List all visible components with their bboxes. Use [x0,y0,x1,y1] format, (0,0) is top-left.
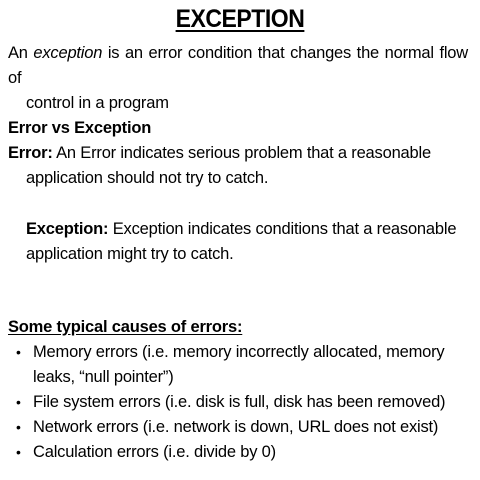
causes-list [8,340,473,465]
exception-line-1 [26,220,456,238]
list-item [8,340,473,390]
bullet-icon: • [16,419,21,435]
cause-text: File system errors (i.e. disk is full, disk has been removed) [33,393,446,411]
error-paragraph [8,141,473,191]
bullet-icon: • [16,444,21,460]
slide-title: EXCEPTION [175,5,305,33]
definition-line1-rest: is an error condition that changes the normal flow of [8,44,468,87]
comparison-heading: Error vs Exception [8,119,152,137]
causes-title: Some typical causes of errors: [8,318,243,336]
exception-paragraph [26,217,471,267]
error-line-1 [8,144,431,162]
error-label: Error: [8,144,53,162]
exception-definition [8,41,468,116]
exception-line-2: application might try to catch. [26,245,234,263]
list-item [8,415,473,440]
list-item [8,390,473,415]
exception-line1-rest: Exception indicates conditions that a reasonable [108,220,457,238]
error-line1-rest: An Error indicates serious problem that a reasonable [52,144,431,162]
list-item [8,440,473,465]
definition-line-1 [8,41,468,91]
definition-line-2: control in a program [26,94,169,112]
cause-text: Calculation errors (i.e. divide by 0) [33,443,276,461]
error-line-2: application should not try to catch. [26,169,269,187]
cause-text: Network errors (i.e. network is down, URL does not exist) [33,418,439,436]
exception-label: Exception: [26,220,109,238]
cause-text: Memory errors (i.e. memory incorrectly allocated, memory leaks, “null pointer”) [33,343,445,386]
bullet-icon: • [16,394,21,410]
definition-lead: An [8,44,34,62]
bullet-icon: • [16,344,21,360]
definition-term: exception [33,44,103,62]
